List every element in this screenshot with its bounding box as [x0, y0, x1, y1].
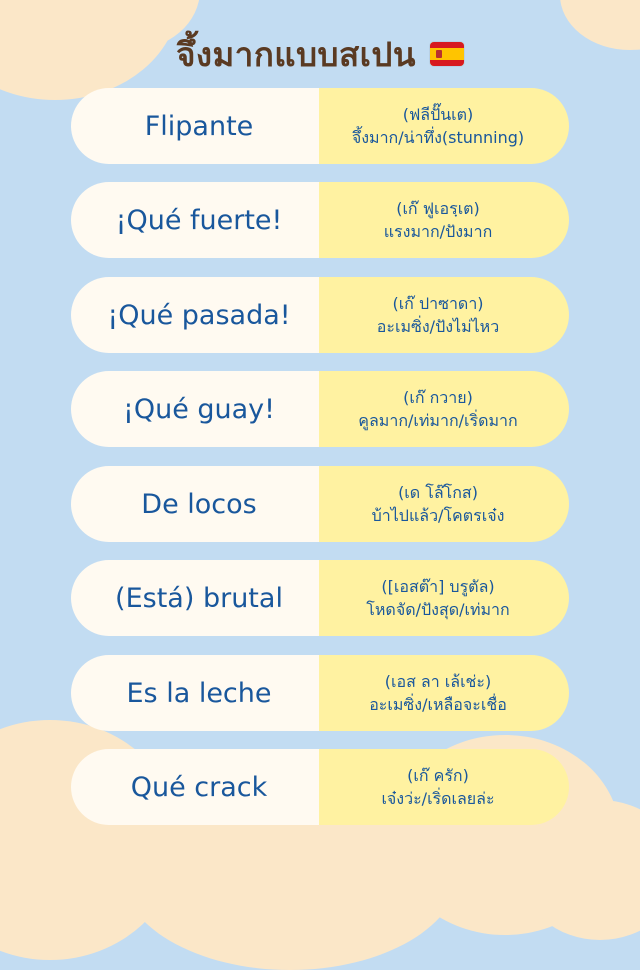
page-title: [0, 28, 640, 80]
spanish-cell: [71, 88, 319, 164]
meaning: เจ๋งว่ะ/เริ่ดเลยล่ะ: [381, 788, 495, 808]
meaning: บ้าไปแล้ว/โคตรเจ๋ง: [371, 505, 505, 525]
pronunciation: (เก๊ กวาย): [403, 387, 473, 407]
phrase-row: [71, 88, 569, 164]
spain-flag-icon: [430, 42, 464, 66]
thai-cell: [319, 371, 569, 447]
spanish-phrase: Flipante: [144, 110, 254, 142]
thai-cell: [319, 88, 569, 164]
pronunciation: ([เอสต๊า] บรูตัล): [381, 576, 495, 596]
meaning: อะเมซิ่ง/เหลือจะเชื่อ: [369, 694, 507, 714]
meaning: จึ้งมาก/น่าทึ่ง(stunning): [351, 127, 525, 147]
spanish-cell: [71, 371, 319, 447]
meaning: โหดจัด/ปังสุด/เท่มาก: [366, 599, 510, 619]
thai-cell: [319, 277, 569, 353]
phrase-row: [71, 371, 569, 447]
phrase-row: [71, 655, 569, 731]
spanish-phrase: De locos: [141, 488, 257, 520]
spanish-cell: [71, 466, 319, 542]
phrase-row: [71, 466, 569, 542]
spanish-cell: [71, 560, 319, 636]
meaning: อะเมซิ่ง/ปังไม่ไหว: [376, 316, 500, 336]
phrase-row: [71, 277, 569, 353]
thai-cell: [319, 655, 569, 731]
title-text: จึ้งมากแบบสเปน: [176, 34, 416, 74]
pronunciation: (เก๊ ปาซาดา): [392, 293, 484, 313]
spanish-phrase: ¡Qué pasada!: [107, 299, 291, 331]
thai-cell: [319, 466, 569, 542]
pronunciation: (เด โล๊โกส): [398, 482, 478, 502]
pronunciation: (เก๊ ฟูเอรฺเต): [396, 198, 480, 218]
thai-cell: [319, 749, 569, 825]
pronunciation: (เอส ลา เล้เช่ะ): [384, 671, 492, 691]
spanish-cell: [71, 182, 319, 258]
spanish-cell: [71, 749, 319, 825]
pronunciation: (เก๊ ครัก): [407, 765, 469, 785]
phrase-row: [71, 749, 569, 825]
spanish-cell: [71, 655, 319, 731]
spanish-phrase: (Está) brutal: [115, 582, 283, 614]
thai-cell: [319, 560, 569, 636]
thai-cell: [319, 182, 569, 258]
spanish-cell: [71, 277, 319, 353]
spanish-phrase: Es la leche: [126, 677, 272, 709]
spanish-phrase: ¡Qué guay!: [123, 393, 275, 425]
meaning: คูลมาก/เท่มาก/เริ่ดมาก: [358, 410, 518, 430]
pronunciation: (ฟลีปั๊นเต): [402, 104, 474, 124]
phrase-row: [71, 560, 569, 636]
spanish-phrase: ¡Qué fuerte!: [115, 204, 283, 236]
meaning: แรงมาก/ปังมาก: [383, 221, 493, 241]
spanish-phrase: Qué crack: [130, 771, 268, 803]
phrase-row: [71, 182, 569, 258]
